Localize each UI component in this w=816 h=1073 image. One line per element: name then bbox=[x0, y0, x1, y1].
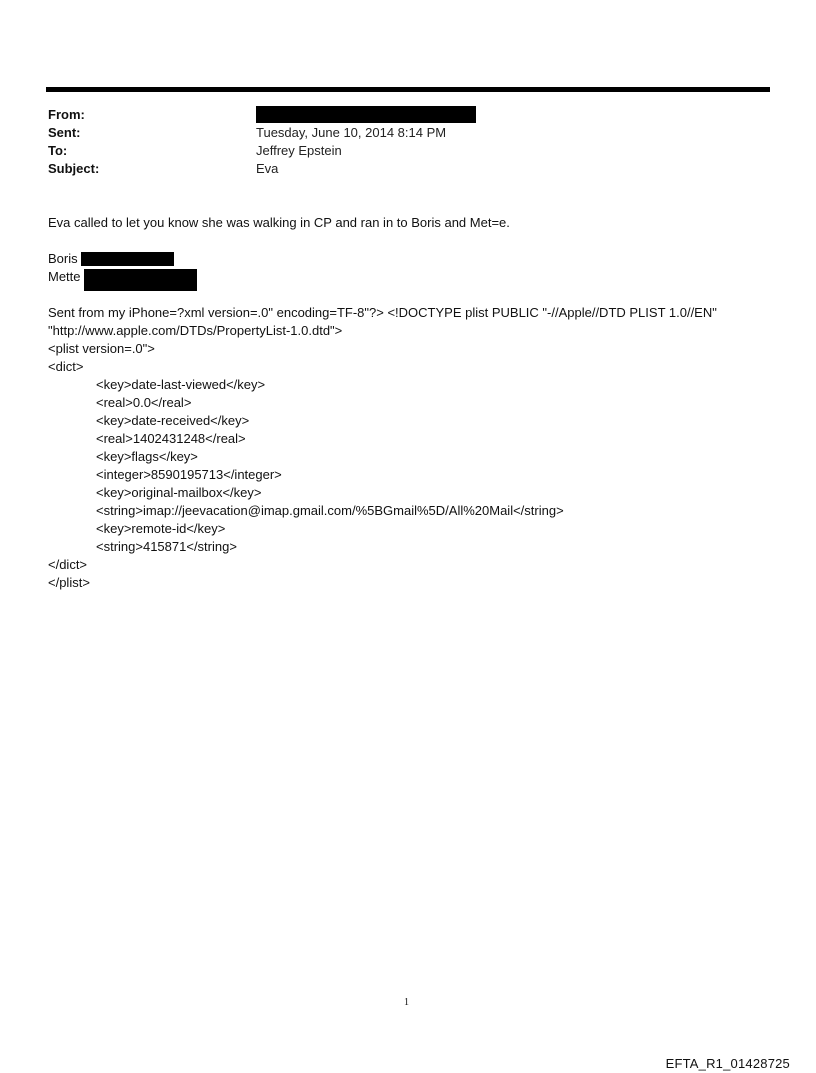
subject-value: Eva bbox=[256, 161, 279, 176]
sent-value: Tuesday, June 10, 2014 8:14 PM bbox=[256, 125, 447, 140]
subject-label: Subject: bbox=[48, 161, 100, 176]
email-body bbox=[48, 214, 768, 592]
to-value: Jeffrey Epstein bbox=[256, 143, 342, 158]
sent-row bbox=[48, 124, 728, 142]
from-row bbox=[48, 106, 728, 124]
redaction-box bbox=[84, 269, 197, 291]
subject-row bbox=[48, 160, 728, 178]
contact-boris-name: Boris bbox=[48, 251, 78, 266]
sent-label: Sent: bbox=[48, 125, 81, 140]
dict-close-tag: </dict> bbox=[48, 557, 88, 572]
dict-entry: <real>1402431248</real> bbox=[96, 431, 246, 446]
dict-entry: <integer>8590195713</integer> bbox=[96, 467, 282, 482]
to-label: To: bbox=[48, 143, 68, 158]
plist-close-tag: </plist> bbox=[48, 575, 90, 590]
email-header bbox=[48, 106, 728, 178]
sent-from-line: Sent from my iPhone=?xml version=.0" encoding=TF-8"?> <!DOCTYPE plist PUBLIC "-//Apple//DTD PLIST 1.0//EN" bbox=[48, 305, 717, 320]
page-number: 1 bbox=[404, 997, 409, 1008]
dict-entry: <key>original-mailbox</key> bbox=[96, 485, 262, 500]
dict-entry: <string>imap://jeevacation@imap.gmail.com/%5BGmail%5D/All%20Mail</string> bbox=[96, 503, 564, 518]
redaction-box bbox=[81, 252, 174, 266]
dict-entry: <string>415871</string> bbox=[96, 539, 237, 554]
plist-open-tag: <plist version=.0"> bbox=[48, 341, 155, 356]
dict-entry: <key>date-last-viewed</key> bbox=[96, 377, 266, 392]
redaction-box bbox=[256, 106, 476, 123]
intro-text: Eva called to let you know she was walking in CP and ran in to Boris and Met=e. bbox=[48, 215, 510, 230]
contact-boris bbox=[48, 250, 768, 268]
dict-entry: <key>date-received</key> bbox=[96, 413, 250, 428]
from-label: From: bbox=[48, 107, 85, 122]
dict-entry: <real>0.0</real> bbox=[96, 395, 192, 410]
dict-open-tag: <dict> bbox=[48, 359, 84, 374]
dict-entry: <key>flags</key> bbox=[96, 449, 198, 464]
to-row bbox=[48, 142, 728, 160]
contact-mette bbox=[48, 268, 768, 286]
dtd-url-line: "http://www.apple.com/DTDs/PropertyList-1.0.dtd"> bbox=[48, 323, 343, 338]
contact-mette-name: Mette bbox=[48, 269, 81, 284]
dict-entry: <key>remote-id</key> bbox=[96, 521, 226, 536]
bates-number: EFTA_R1_01428725 bbox=[665, 1056, 790, 1071]
from-value bbox=[256, 106, 476, 124]
header-rule bbox=[46, 87, 770, 92]
